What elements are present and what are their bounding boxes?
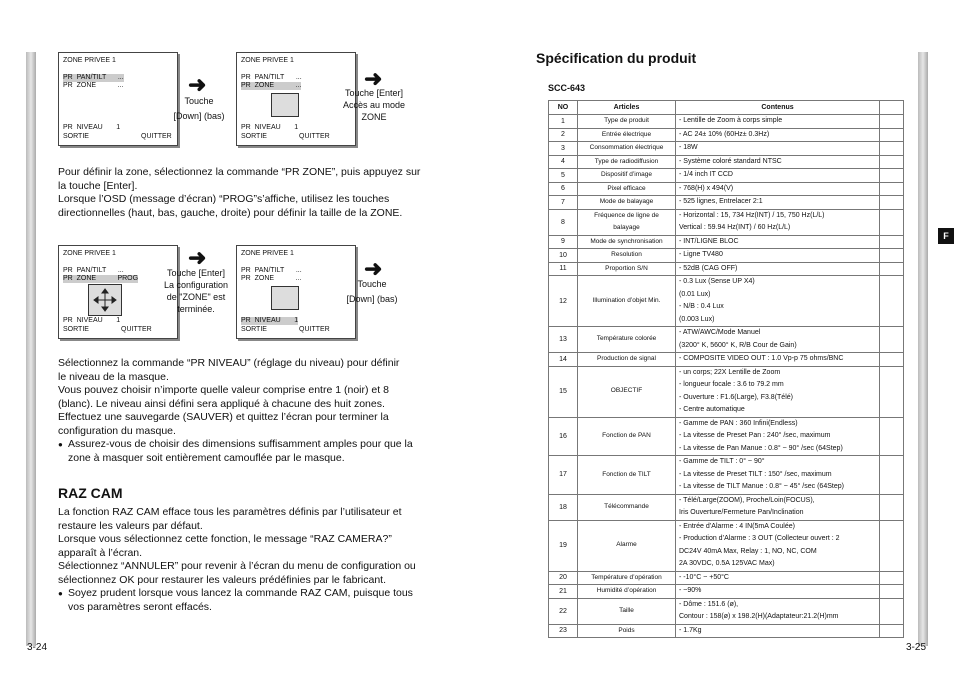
article-line: Taille	[619, 606, 634, 614]
article-line: OBJECTIF	[610, 387, 643, 395]
article-line: Mode de balayage	[599, 198, 654, 205]
content-line: Vertical : 59.94 Hz(INT) / 60 Hz(L/L)	[679, 224, 791, 231]
row-contents	[676, 456, 880, 495]
row-blank	[880, 520, 904, 571]
row-blank	[880, 624, 904, 638]
bullet-icon: ●	[58, 589, 63, 598]
arrow-icon: ➜	[188, 72, 207, 97]
content-line: - Entrée d’Alarme : 4 IN(5mA Coulée)	[679, 522, 795, 530]
osd-title: ZONE PRIVEE 1	[63, 57, 116, 64]
row-number: 4	[549, 155, 578, 169]
row-article	[578, 235, 676, 249]
content-line: - un corps; 22X Lentille de Zoom	[679, 368, 781, 376]
row-contents	[676, 353, 880, 367]
header-contenus: Contenus	[676, 101, 880, 115]
article-line: balayage	[613, 224, 640, 231]
row-number: 19	[549, 520, 578, 571]
row-article	[578, 169, 676, 183]
content-line: - Gamme de PAN : 360 Infini(Endless)	[679, 419, 798, 427]
article-line: Température colorée	[596, 335, 657, 343]
row-blank	[880, 327, 904, 353]
table-row	[549, 276, 904, 327]
row-blank	[880, 155, 904, 169]
text-line: Sélectionnez “ANNULER” pour revenir à l’écran du menu de configuration ou	[58, 560, 416, 572]
osd-row-zone: PR ZONE PROG	[63, 275, 139, 282]
row-blank	[880, 128, 904, 142]
content-line: - La vitesse de Pan Manue : 0.8° ~ 90° /sec (64Step)	[679, 444, 843, 452]
osd-quitter: QUITTER	[299, 133, 330, 140]
row-blank	[880, 235, 904, 249]
row-number: 23	[549, 624, 578, 638]
table-row	[549, 571, 904, 585]
page-number-right: 3-25	[906, 642, 927, 653]
row-blank	[880, 456, 904, 495]
row-blank	[880, 262, 904, 276]
article-line: Fonction de PAN	[602, 432, 651, 439]
osd-row-pan-tilt: PR PAN/TILT ...	[241, 74, 302, 81]
raz-cam-heading: RAZ CAM	[58, 485, 123, 501]
text-line: zone à masquer soit entièrement camouflée par le masque.	[68, 451, 345, 464]
row-article	[578, 598, 676, 624]
row-contents	[676, 235, 880, 249]
row-contents	[676, 196, 880, 210]
text-line: Lorsque vous sélectionnez cette fonction, le message “RAZ CAMERA?”	[58, 533, 392, 545]
row-number: 12	[549, 276, 578, 327]
row-article	[578, 456, 676, 495]
article-line: Consommation électrique	[589, 144, 664, 151]
row-number: 21	[549, 585, 578, 599]
content-line: - La vitesse de Preset TILT : 150° /sec, maximum	[679, 470, 832, 478]
row-number: 17	[549, 456, 578, 495]
table-row	[549, 235, 904, 249]
spec-title: Spécification du produit	[536, 50, 697, 66]
table-row	[549, 456, 904, 495]
table-row	[549, 142, 904, 156]
content-line: - Système coloré standard NTSC	[679, 157, 782, 165]
osd-quitter: QUITTER	[299, 326, 330, 333]
content-line: - 768(H) x 494(V)	[679, 184, 734, 192]
row-contents	[676, 142, 880, 156]
caption-2	[334, 87, 414, 123]
article-line: Température d’opération	[591, 573, 662, 581]
content-line: Contour : 158(ø) x 198.2(H)(Adaptateur:21.2(H)mm	[679, 613, 839, 620]
osd-row-zone: PR ZONE ...	[63, 82, 124, 89]
text-line: La fonction RAZ CAM efface tous les paramètres définis par l’utilisateur et	[58, 506, 402, 518]
header-blank	[880, 101, 904, 115]
spec-table-body	[549, 115, 904, 638]
article-line: Poids	[618, 626, 635, 634]
content-line: - ~90%	[679, 587, 702, 594]
row-blank	[880, 142, 904, 156]
content-line: - Télé/Large(ZOOM), Proche/Loin(FOCUS),	[679, 496, 815, 504]
row-contents	[676, 182, 880, 196]
osd-row-pan-tilt: PR PAN/TILT ...	[241, 267, 302, 274]
content-line: - Dôme : 151.6 (ø),	[679, 600, 739, 608]
row-contents	[676, 624, 880, 638]
row-blank	[880, 169, 904, 183]
row-number: 22	[549, 598, 578, 624]
content-line: - La vitesse de TILT Manue : 0.8° ~ 45° /sec (64Step)	[679, 483, 844, 490]
osd-row-niveau: PR NIVEAU 1	[241, 317, 299, 324]
row-number: 9	[549, 235, 578, 249]
content-line: - longueur focale : 3.6 to 79.2 mm	[679, 381, 784, 388]
row-contents	[676, 598, 880, 624]
content-line: (0.01 Lux)	[679, 290, 711, 298]
bullet-note-2	[58, 587, 422, 614]
row-contents	[676, 262, 880, 276]
row-number: 14	[549, 353, 578, 367]
left-page-edge-bar	[26, 52, 36, 646]
row-number: 10	[549, 249, 578, 263]
table-row	[549, 196, 904, 210]
row-article	[578, 366, 676, 417]
caption-line: Touche	[184, 96, 214, 106]
osd-row-pan-tilt: PR PAN/TILT ...	[63, 74, 124, 81]
move-arrows-icon	[89, 285, 121, 315]
article-line: Entrée électrique	[601, 130, 652, 138]
content-line: (3200° K, 5600° K, R/B Cour de Gain)	[679, 341, 797, 349]
row-contents	[676, 327, 880, 353]
row-contents	[676, 169, 880, 183]
row-blank	[880, 353, 904, 367]
text-line: restaure les valeurs par défaut.	[58, 519, 203, 532]
model-name: SCC-643	[548, 83, 586, 93]
row-number: 2	[549, 128, 578, 142]
article-line: Pixel efficace	[607, 184, 646, 192]
caption-line: Touche [Enter]	[344, 88, 404, 98]
content-line: - 52dB (CAG OFF)	[679, 264, 738, 272]
zone-box	[271, 93, 299, 117]
content-line: - INT/LIGNE BLOC	[679, 237, 739, 245]
content-line: - 525 lignes, Entrelacer 2:1	[679, 198, 763, 205]
article-line: Alarme	[616, 541, 637, 549]
content-line: (0.003 Lux)	[679, 315, 715, 323]
content-line: - La vitesse de Preset Pan : 240° /sec, maximum	[679, 432, 831, 439]
table-row	[549, 585, 904, 599]
row-article	[578, 276, 676, 327]
text-line: vos paramètres seront effacés.	[68, 600, 212, 613]
content-line: - Ouverture : F1.6(Large), F3.8(Télé)	[679, 393, 793, 401]
table-row	[549, 249, 904, 263]
row-number: 8	[549, 209, 578, 235]
content-line: - Production d’Alarme : 3 OUT (Collecteur ouvert : 2	[679, 535, 840, 542]
osd-row-niveau: PR NIVEAU 1	[63, 124, 121, 131]
table-row	[549, 169, 904, 183]
row-article	[578, 182, 676, 196]
row-number: 1	[549, 115, 578, 129]
caption-1	[164, 95, 234, 122]
osd-row-zone: PR ZONE ...	[241, 82, 302, 89]
row-number: 11	[549, 262, 578, 276]
row-number: 16	[549, 417, 578, 456]
article-line: Production de signal	[597, 355, 656, 362]
article-line: Illumination d’objet Min.	[592, 296, 661, 304]
row-article	[578, 115, 676, 129]
text-line: Assurez-vous de choisir des dimensions suffisamment amples pour que la	[68, 438, 413, 450]
arrow-icon: ➜	[188, 245, 207, 270]
page-number-left: 3-24	[27, 642, 48, 653]
text-line: (blanc). Le niveau ainsi défini sera appliqué à chacune des huit zones.	[58, 397, 385, 410]
table-row	[549, 366, 904, 417]
row-article	[578, 585, 676, 599]
content-line: - Ligne TV480	[679, 251, 723, 258]
row-number: 3	[549, 142, 578, 156]
table-row	[549, 353, 904, 367]
content-line: - 1/4 inch IT CCD	[679, 171, 733, 178]
row-article	[578, 142, 676, 156]
osd-sortie: SORTIE	[241, 326, 267, 333]
content-line: - Horizontal : 15, 734 Hz(INT) / 15, 750 Hz(L/L)	[679, 211, 825, 219]
bullet-note-1	[58, 438, 422, 465]
content-line: - COMPOSITE VIDEO OUT : 1.0 Vp-p 75 ohms/BNC	[679, 355, 844, 362]
section-tab-f: F	[938, 228, 954, 244]
article-line: Humidité d’opération	[596, 587, 657, 594]
table-row	[549, 115, 904, 129]
table-row	[549, 494, 904, 520]
text-line: le niveau de la masque.	[58, 370, 169, 383]
row-blank	[880, 366, 904, 417]
row-blank	[880, 417, 904, 456]
arrow-icon: ➜	[364, 66, 383, 91]
caption-line: [Down] (bas)	[173, 111, 225, 121]
caption-line: Touche [Enter]	[166, 268, 226, 278]
header-articles: Articles	[578, 101, 676, 115]
zone-move-box	[88, 284, 122, 316]
row-article	[578, 520, 676, 571]
paragraph-niveau	[58, 357, 422, 438]
row-contents	[676, 417, 880, 456]
row-contents	[676, 366, 880, 417]
table-header-row	[549, 101, 904, 115]
caption-3	[156, 267, 236, 315]
caption-line: La configuration	[163, 280, 229, 290]
table-row	[549, 182, 904, 196]
row-article	[578, 155, 676, 169]
osd-title: ZONE PRIVEE 1	[241, 250, 294, 257]
article-line: Mode de synchronisation	[590, 237, 663, 245]
row-blank	[880, 585, 904, 599]
content-line: - -10°C ~ +50°C	[679, 573, 729, 581]
article-line: Resolution	[611, 251, 642, 258]
paragraph-raz-cam	[58, 506, 422, 587]
content-line: - 1.7Kg	[679, 626, 702, 634]
text-line: Soyez prudent lorsque vous lancez la commande RAZ CAM, puisque tous	[68, 587, 413, 599]
row-contents	[676, 249, 880, 263]
article-line: Fréquence de ligne de	[594, 211, 659, 219]
row-blank	[880, 182, 904, 196]
text-line: configuration du masque.	[58, 424, 176, 437]
row-article	[578, 196, 676, 210]
osd-sortie: SORTIE	[63, 326, 89, 333]
text-line: Pour définir la zone, sélectionnez la commande “PR ZONE”, puis appuyez sur	[58, 166, 421, 178]
text-line: apparaît à l’écran.	[58, 546, 143, 559]
row-blank	[880, 196, 904, 210]
right-page-edge-bar	[918, 52, 928, 646]
article-line: Dispositif d’image	[601, 171, 652, 178]
row-blank	[880, 598, 904, 624]
caption-4	[336, 278, 408, 305]
row-article	[578, 353, 676, 367]
osd-sortie: SORTIE	[241, 133, 267, 140]
article-line: Type de radiodiffusion	[594, 157, 659, 165]
row-number: 7	[549, 196, 578, 210]
caption-line: [Down] (bas)	[346, 294, 398, 304]
text-line: Vous pouvez choisir n’importe quelle valeur comprise entre 1 (noir) et 8	[58, 384, 389, 396]
text-line: Lorsque l’OSD (message d’écran) “PROG”s’affiche, utilisez les touches	[58, 193, 390, 205]
osd-quitter: QUITTER	[141, 133, 172, 140]
row-contents	[676, 276, 880, 327]
table-row	[549, 624, 904, 638]
text-line: la touche [Enter].	[58, 179, 138, 192]
row-article	[578, 249, 676, 263]
content-line: Iris Ouverture/Fermeture Pan/Inclination	[679, 509, 804, 516]
row-contents	[676, 571, 880, 585]
row-article	[578, 327, 676, 353]
row-blank	[880, 209, 904, 235]
row-article	[578, 571, 676, 585]
row-contents	[676, 155, 880, 169]
osd-quitter: QUITTER	[121, 326, 152, 333]
row-number: 20	[549, 571, 578, 585]
row-contents	[676, 209, 880, 235]
row-blank	[880, 571, 904, 585]
table-row	[549, 209, 904, 235]
row-number: 13	[549, 327, 578, 353]
content-line: - N/B : 0.4 Lux	[679, 303, 724, 310]
row-article	[578, 417, 676, 456]
table-row	[549, 327, 904, 353]
content-line: - Lentille de Zoom à corps simple	[679, 117, 783, 124]
row-article	[578, 209, 676, 235]
paragraph-zone	[58, 166, 422, 220]
row-article	[578, 262, 676, 276]
row-contents	[676, 115, 880, 129]
caption-line: Touche	[357, 279, 387, 289]
table-row	[549, 598, 904, 624]
zone-box	[271, 286, 299, 310]
header-no: NO	[549, 101, 578, 115]
row-contents	[676, 520, 880, 571]
row-number: 6	[549, 182, 578, 196]
row-blank	[880, 249, 904, 263]
content-line: - Gamme de TILT : 0° ~ 90°	[679, 458, 765, 465]
osd-row-niveau: PR NIVEAU 1	[241, 124, 299, 131]
osd-screen-1	[58, 52, 178, 146]
osd-title: ZONE PRIVEE 1	[241, 57, 294, 64]
article-line: Fonction de TILT	[602, 470, 651, 478]
content-line: - Centre automatique	[679, 406, 745, 413]
caption-line: ZONE	[361, 112, 387, 122]
osd-sortie: SORTIE	[63, 133, 89, 140]
row-article	[578, 128, 676, 142]
caption-line: Accès au mode	[342, 100, 406, 110]
osd-row-zone: PR ZONE ...	[241, 275, 302, 282]
caption-line: terminée.	[177, 304, 215, 314]
osd-row-niveau: PR NIVEAU 1	[63, 317, 121, 324]
text-line: directionnelles (haut, bas, gauche, droite) pour définir la taille de la ZONE.	[58, 206, 403, 219]
row-article	[578, 624, 676, 638]
text-line: Effectuez une sauvegarde (SAUVER) et quittez l’écran pour terminer la	[58, 411, 389, 423]
osd-title: ZONE PRIVEE 1	[63, 250, 116, 257]
article-line: Type de produit	[604, 117, 649, 124]
row-number: 18	[549, 494, 578, 520]
table-row	[549, 417, 904, 456]
caption-line: de "ZONE" est	[166, 292, 226, 302]
text-line: Sélectionnez la commande “PR NIVEAU” (réglage du niveau) pour définir	[58, 357, 400, 369]
table-row	[549, 155, 904, 169]
row-contents	[676, 128, 880, 142]
content-line: - AC 24± 10% (60Hz± 0.3Hz)	[679, 130, 770, 138]
row-blank	[880, 115, 904, 129]
content-line: - 0.3 Lux (Sense UP X4)	[679, 278, 755, 285]
text-line: sélectionnez OK pour restaurer les valeurs prédéfinies par le fabricant.	[58, 573, 387, 586]
row-blank	[880, 494, 904, 520]
row-article	[578, 494, 676, 520]
bullet-icon: ●	[58, 440, 63, 449]
spec-table	[548, 100, 904, 638]
content-line: - ATW/AWC/Mode Manuel	[679, 329, 761, 336]
table-row	[549, 128, 904, 142]
content-line: 2A 30VDC, 0.5A 125VAC Max)	[679, 560, 775, 567]
article-line: Télécommande	[604, 502, 649, 510]
content-line: DC24V 40mA Max, Relay : 1, NO, NC, COM	[679, 547, 817, 555]
row-contents	[676, 494, 880, 520]
arrow-icon: ➜	[364, 256, 383, 281]
table-row	[549, 520, 904, 571]
row-number: 15	[549, 366, 578, 417]
row-contents	[676, 585, 880, 599]
table-row	[549, 262, 904, 276]
osd-row-pan-tilt: PR PAN/TILT ...	[63, 267, 124, 274]
row-blank	[880, 276, 904, 327]
row-number: 5	[549, 169, 578, 183]
article-line: Proportion S/N	[605, 264, 648, 272]
content-line: - 18W	[679, 144, 698, 151]
